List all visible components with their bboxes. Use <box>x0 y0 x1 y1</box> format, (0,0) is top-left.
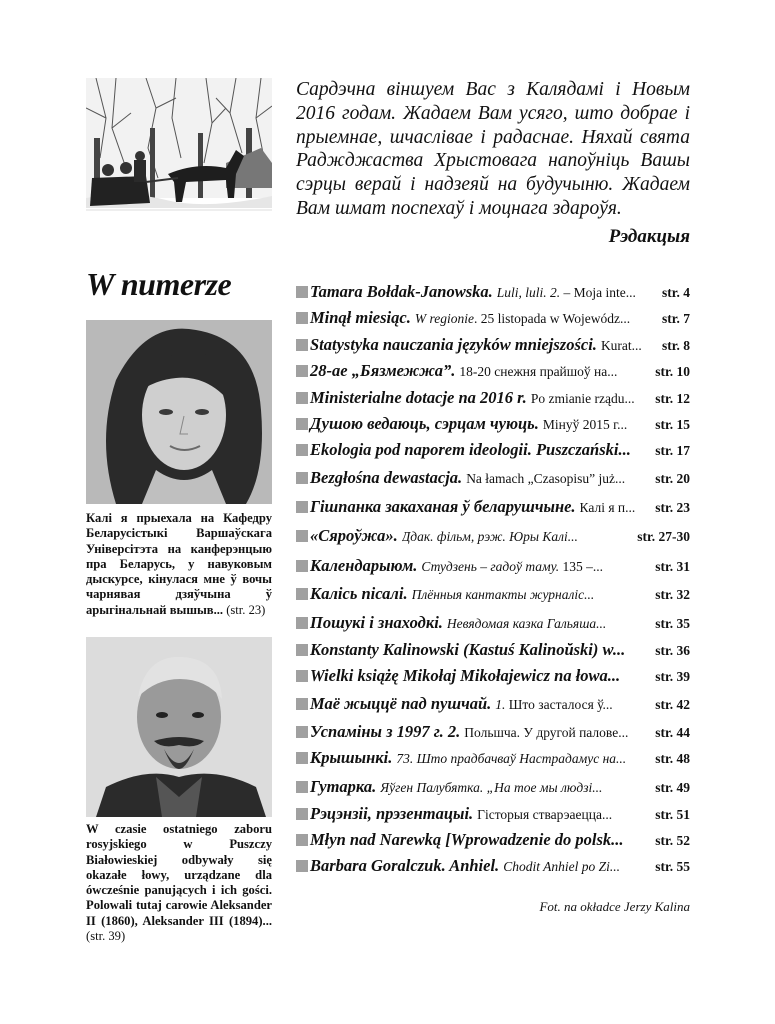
toc-item[interactable] <box>296 497 690 521</box>
toc-item-summary-italic: Luli, luli. 2. <box>496 285 561 300</box>
toc-item-summary-text: 18-20 снежня прайшоў на... <box>459 364 618 379</box>
bullet-square-icon <box>296 860 308 872</box>
toc-item-title: Рэцэнзіі, прэзентацыі. <box>310 804 474 823</box>
toc-item-summary <box>543 417 652 433</box>
bullet-square-icon <box>296 560 308 572</box>
bullet-square-icon <box>296 501 308 513</box>
toc-item-page: str. 36 <box>655 643 690 658</box>
photo-credit: Fot. na okładce Jerzy Kalina <box>539 899 690 914</box>
toc-item-summary <box>495 697 652 713</box>
bullet-square-icon <box>296 834 308 846</box>
bullet-square-icon <box>296 781 308 793</box>
toc-item-summary <box>402 529 635 545</box>
toc-item-summary <box>580 500 653 516</box>
bullet-square-icon <box>296 365 308 377</box>
toc-item-summary <box>421 559 652 575</box>
toc-item[interactable] <box>296 722 690 746</box>
toc-item-summary-text: 135 –... <box>559 559 603 574</box>
toc-item-page: str. 27-30 <box>637 529 690 544</box>
toc-item-page: str. 55 <box>655 859 690 874</box>
portrait-woman-photo <box>86 320 272 504</box>
toc-item-summary-text: Kurat... <box>600 338 642 353</box>
bullet-square-icon <box>296 617 308 629</box>
toc-item[interactable] <box>296 468 690 492</box>
toc-item-page: str. 48 <box>655 751 690 766</box>
toc-item-summary-italic: Плённыя кантакты журналіс... <box>411 587 595 602</box>
toc-item-summary-italic: W regionie <box>414 311 474 326</box>
bullet-square-icon <box>296 644 308 656</box>
toc-item-page: str. 49 <box>655 780 690 795</box>
toc-item-summary <box>380 780 652 796</box>
toc-item-summary <box>415 311 659 327</box>
bullet-square-icon <box>296 588 308 600</box>
caption-first-text: Калі я прыехала на Кафедру Беларусістыкі Варшаўскага Універсітэта на канферэнцыю пра Беларусь, у навуковым дыскурсе, кінулася мне ў вочы чарнявая дзяўчына ў арыгінальнай вышыв... <box>86 511 272 617</box>
toc-item-title: Konstanty Kalinowski (Kastuś Kalinoŭski) w... <box>310 640 626 659</box>
bullet-square-icon <box>296 444 308 456</box>
toc-item-title: Гутарка. <box>310 777 377 796</box>
bullet-square-icon <box>296 392 308 404</box>
toc-item[interactable] <box>296 777 690 801</box>
toc-item-summary-text: Польшча. У другой палове... <box>464 725 629 740</box>
toc-item-title: Крышынкі. <box>310 748 393 767</box>
toc-item-summary <box>466 471 652 487</box>
toc-item-summary-italic: Ддак. фільм, рэж. Юры Калі... <box>401 529 578 544</box>
toc-item-summary <box>447 616 652 632</box>
toc-item-summary-text: Na łamach „Czasopisu” już... <box>466 471 626 486</box>
toc-item-page: str. 20 <box>655 471 690 486</box>
caption-first <box>86 511 272 618</box>
caption-second-text: W czasie ostatniego zaboru rosyjskiego w Puszczy Białowieskiej odbywały się okazałe łowy, urządzane dla ówcześnie panujących i ich gości. Polowali tutaj carowie Aleksander II (1860), Aleksander III (1894)... <box>86 822 272 928</box>
toc-item-summary-italic: Яўген Палубятка. „На тое мы людзі... <box>380 780 603 795</box>
toc-item-summary <box>464 725 652 741</box>
toc-item-title: Statystyka nauczania języków mniejszości. <box>310 335 597 354</box>
caption-second-ref: (str. 39) <box>86 929 126 944</box>
toc-item-title: Ministerialne dotacje na 2016 r. <box>310 388 527 407</box>
toc-item-summary-text: Калі я п... <box>579 500 636 515</box>
toc-item-title: Bezgłośna dewastacja. <box>310 468 463 487</box>
section-title: W numerze <box>86 266 232 302</box>
toc-item-summary-italic: Chodit Anhiel po Zi... <box>503 859 620 874</box>
bullet-square-icon <box>296 312 308 324</box>
toc-item[interactable] <box>296 613 690 637</box>
toc-item[interactable] <box>296 666 690 690</box>
toc-item-summary-text: Гісторыя стварэаецца... <box>477 807 613 822</box>
bullet-square-icon <box>296 808 308 820</box>
portrait-man-photo <box>86 637 272 817</box>
toc-item[interactable] <box>296 388 690 412</box>
toc-item-title: Успаміны з 1997 г. 2. <box>310 722 461 741</box>
toc-item-summary <box>477 807 652 823</box>
toc-item[interactable] <box>296 335 690 359</box>
toc-item-summary-italic: 73. Што прадбачваў Настрадамус на... <box>396 751 627 766</box>
bullet-square-icon <box>296 286 308 298</box>
toc-item-summary-italic: Невядомая казка Гальяша... <box>446 616 607 631</box>
toc-item-summary-text: Po zmianie rządu... <box>530 391 635 406</box>
toc-item-page: str. 31 <box>655 559 690 574</box>
toc-item[interactable] <box>296 361 690 385</box>
toc-item-title: Barbara Goralczuk. Anhiel. <box>310 856 500 875</box>
toc-item-title: Маё жыццё пад пушчай. <box>310 694 492 713</box>
toc-item-title: 28-ае „Бязмежжа”. <box>310 361 456 380</box>
toc-item-summary <box>459 364 652 380</box>
toc-item-page: str. 10 <box>655 364 690 379</box>
toc-item-page: str. 12 <box>655 391 690 406</box>
toc-item-summary <box>497 285 659 301</box>
toc-item[interactable] <box>296 830 690 854</box>
bullet-square-icon <box>296 472 308 484</box>
toc-item[interactable] <box>296 584 690 608</box>
toc-item[interactable] <box>296 640 690 664</box>
toc-item-page: str. 15 <box>655 417 690 432</box>
toc-item-summary <box>601 338 659 354</box>
toc-item-title: Калісь пісалі. <box>310 584 408 603</box>
bullet-square-icon <box>296 752 308 764</box>
toc-item-title: Minął miesiąc. <box>310 308 411 327</box>
toc-item-page: str. 52 <box>655 833 690 848</box>
toc-item-title: Wielki książę Mikołaj Mikołajewicz na łowa... <box>310 666 621 685</box>
toc-item[interactable] <box>296 414 690 438</box>
bullet-square-icon <box>296 418 308 430</box>
toc-item-title: Młyn nad Narewką [Wprowadzenie do polsk... <box>310 830 624 849</box>
toc-item-title: Пошукі і знаходкі. <box>310 613 443 632</box>
toc-item-title: «Сяроўжа». <box>310 526 398 545</box>
toc-item-summary-italic: Студзень – гадоў таму. <box>421 559 560 574</box>
toc-item-page: str. 42 <box>655 697 690 712</box>
toc-item-page: str. 39 <box>655 669 690 684</box>
toc-item-summary-text: Мінуў 2015 г... <box>542 417 628 432</box>
toc-item-title: Календарыюм. <box>310 556 418 575</box>
caption-first-ref: (str. 23) <box>226 602 266 617</box>
toc-item-page: str. 7 <box>661 311 690 326</box>
winter-sleigh-photo <box>86 78 272 261</box>
toc-item[interactable] <box>296 440 690 464</box>
toc-item-summary <box>396 751 652 767</box>
caption-second <box>86 822 272 944</box>
bullet-square-icon <box>296 530 308 542</box>
bullet-square-icon <box>296 670 308 682</box>
toc-item[interactable] <box>296 526 690 550</box>
toc-item-page: str. 32 <box>655 587 690 602</box>
toc-item-summary <box>531 391 652 407</box>
toc-item-title: Гішпанка закаханая ў беларушчыне. <box>310 497 576 516</box>
toc-item-page: str. 8 <box>661 338 690 353</box>
toc-item-summary <box>412 587 653 603</box>
toc-item-title: Tamara Bołdak-Janowska. <box>310 282 493 301</box>
toc-item-title: Ekologia pod naporem ideologii. Puszczański... <box>310 440 631 459</box>
toc-item-title: Душою ведаюць, сэрцам чуюць. <box>310 414 539 433</box>
bullet-square-icon <box>296 339 308 351</box>
toc-item-page: str. 51 <box>655 807 690 822</box>
toc-item-page: str. 4 <box>661 285 690 300</box>
toc-item-summary-italic: 1. <box>495 697 506 712</box>
toc-item[interactable] <box>296 856 690 880</box>
toc-item[interactable] <box>296 556 690 580</box>
toc-item-page: str. 17 <box>655 443 690 458</box>
toc-item-summary-text: Што засталося ў... <box>505 697 613 712</box>
toc-item-page: str. 35 <box>655 616 690 631</box>
toc-item-summary-text: . 25 listopada w Wojewódz... <box>473 311 631 326</box>
toc-item-page: str. 23 <box>655 500 690 515</box>
bullet-square-icon <box>296 726 308 738</box>
toc-item[interactable] <box>296 282 690 306</box>
toc-item[interactable] <box>296 308 690 332</box>
toc-item[interactable] <box>296 804 690 828</box>
toc-item-summary <box>503 859 652 875</box>
toc-item[interactable] <box>296 694 690 718</box>
bullet-square-icon <box>296 698 308 710</box>
greeting-signature: Рэдакцыя <box>608 226 690 247</box>
toc-item-summary-text: – Moja inte... <box>560 285 636 300</box>
toc-item[interactable] <box>296 748 690 772</box>
greeting-text: Сардэчна віншуем Вас з Калядамі і Новым 2016 годам. Жадаем Вам усяго, што добрае і прыемнае, шчаслівае і радаснае. Няхай свята Раджджаства Хрыстовага напоўніць Вашы сэрцы верай і надзеяй на будучыню. Жадаем Вам шмат поспехаў і моцнага здароўя. <box>296 79 690 219</box>
toc-item-page: str. 44 <box>655 725 690 740</box>
